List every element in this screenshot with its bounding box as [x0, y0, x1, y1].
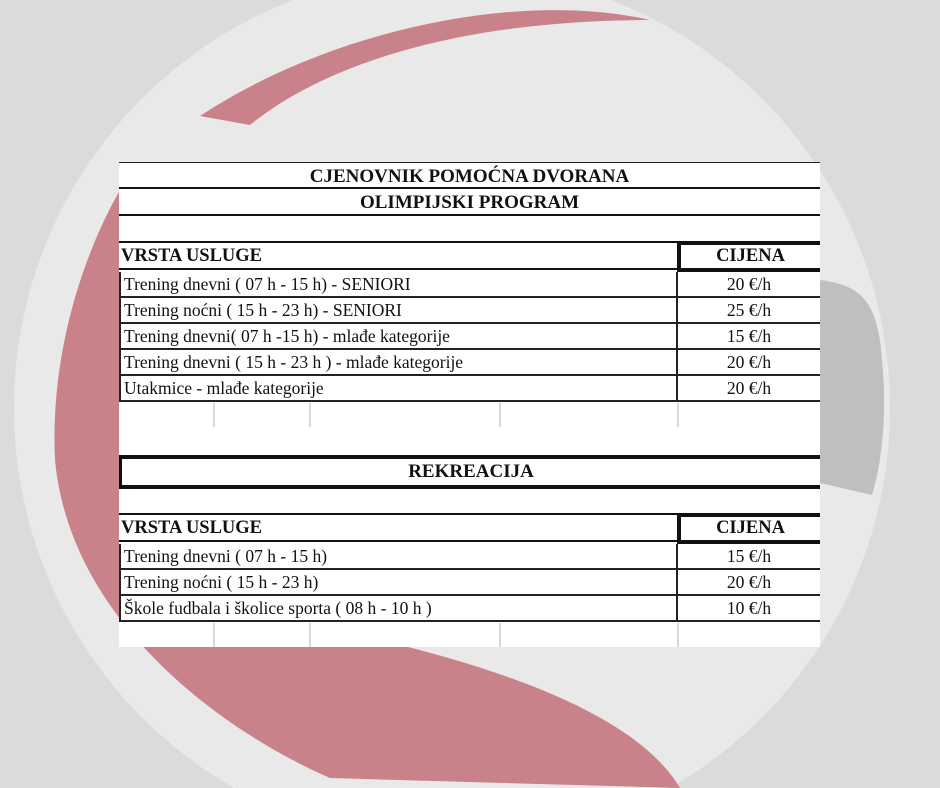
price-cell: 20 €/h — [726, 572, 772, 592]
service-cell: Trening dnevni ( 07 h - 15 h) - SENIORI — [119, 272, 678, 296]
price-cell: 25 €/h — [726, 300, 772, 320]
service-cell: Škole fudbala i školice sporta ( 08 h - 10 h ) — [119, 596, 678, 620]
price-column-header: CIJENA — [677, 513, 820, 544]
service-column-header: VRSTA USLUGE — [121, 518, 263, 538]
price-cell: 20 €/h — [726, 352, 772, 372]
price-cell: 15 €/h — [726, 326, 772, 346]
table-row — [119, 596, 820, 622]
empty-grid-row — [119, 403, 820, 427]
price-column-header: CIJENA — [677, 241, 820, 272]
table-row — [119, 544, 820, 570]
service-cell: Trening noćni ( 15 h - 23 h) — [119, 570, 678, 594]
table-row — [119, 570, 820, 596]
olimpijski-header-row — [119, 241, 820, 270]
service-column-header: VRSTA USLUGE — [121, 246, 263, 266]
price-cell: 20 €/h — [726, 378, 772, 398]
service-cell: Trening dnevni ( 07 h - 15 h) — [119, 544, 678, 568]
table-row — [119, 350, 820, 376]
table-row — [119, 376, 820, 402]
service-cell: Trening dnevni( 07 h -15 h) - mlađe kategorije — [119, 324, 678, 348]
table-row — [119, 272, 820, 298]
rekreacija-header-row — [119, 513, 820, 542]
price-list-sheet — [119, 162, 820, 647]
service-cell: Trening noćni ( 15 h - 23 h) - SENIORI — [119, 298, 678, 322]
table-row — [119, 324, 820, 350]
service-cell: Trening dnevni ( 15 h - 23 h ) - mlađe kategorije — [119, 350, 678, 374]
program-title: OLIMPIJSKI PROGRAM — [119, 189, 820, 216]
table-row — [119, 298, 820, 324]
price-list-title: CJENOVNIK POMOĆNA DVORANA — [119, 162, 820, 189]
price-cell: 20 €/h — [726, 274, 772, 294]
price-cell: 15 €/h — [726, 546, 772, 566]
price-cell: 10 €/h — [726, 598, 772, 618]
empty-grid-row — [119, 623, 820, 647]
rekreacija-title: REKREACIJA — [119, 455, 820, 489]
service-cell: Utakmice - mlađe kategorije — [119, 376, 678, 400]
